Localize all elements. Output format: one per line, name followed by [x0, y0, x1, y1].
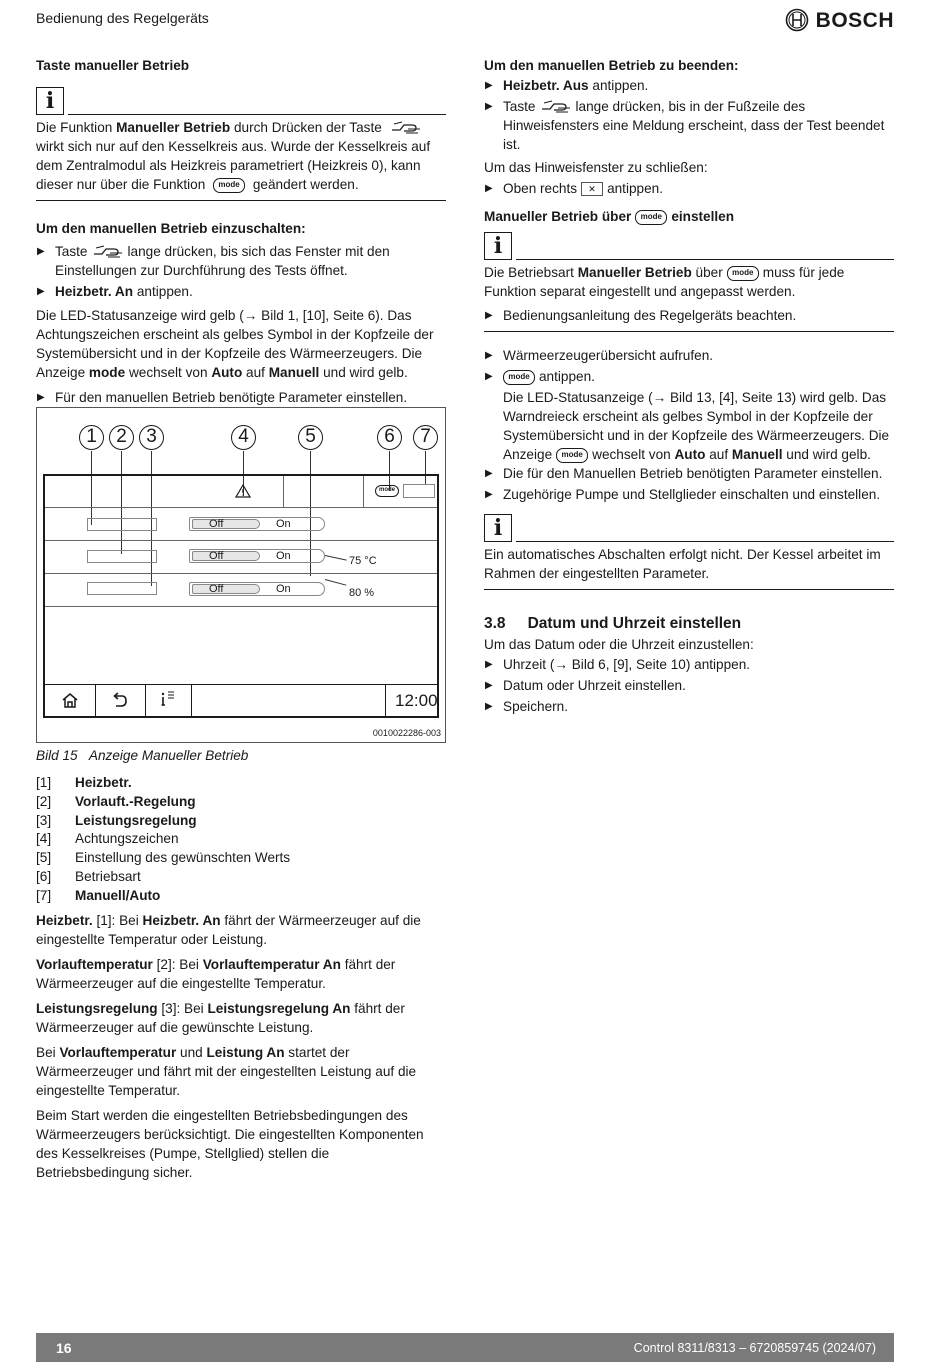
- date-step-1: ▶ Uhrzeit (→ Bild 6, [9], Seite 10) antippen.: [484, 655, 894, 674]
- mode-indicator[interactable]: mode: [375, 485, 399, 497]
- callout-4: 4: [231, 425, 256, 450]
- mode-key-icon: mode: [727, 266, 759, 281]
- figure-manual-mode-display: [36, 407, 446, 743]
- manual-key-icon: [540, 100, 572, 114]
- callout-7: 7: [413, 425, 438, 450]
- desc-start: Beim Start werden die eingestellten Betriebsbedingungen des Wärmeerzeugers berücksichtigt. Die eingestellten Komponenten des Kesselkreises (Pumpe, Stellglied) stellen die Betriebsbedingung sicher.: [36, 1107, 424, 1180]
- info-1-text: Die Funktion Manueller Betrieb durch Drücken der Taste wirkt sich nur auf den Kesselkreis aus. Wurde der Kesselkreis auf dem Zentralmodul als Heizkreis parametriert (Heizkreis 0), kann dieser nur über die Funktion mode geändert werden.: [36, 120, 431, 192]
- on-step-2: ▶ Heizbetr. An antippen.: [36, 282, 446, 301]
- legend-item-4: [4] Achtungszeichen: [36, 831, 179, 847]
- mode-key-icon: mode: [213, 178, 245, 193]
- brand-wordmark: BOSCH: [815, 8, 894, 32]
- off-step-1: ▶ Heizbetr. Aus antippen.: [484, 76, 894, 95]
- right-column: [484, 56, 894, 718]
- off-title: Um den manuellen Betrieb zu beenden:: [484, 58, 739, 73]
- running-header: Bedienung des Regelgeräts: [36, 10, 209, 26]
- warning-triangle-icon: [235, 484, 251, 498]
- info-3-text: Ein automatisches Abschalten erfolgt nicht. Der Kessel arbeitet im Rahmen der eingestellten Parameter.: [484, 547, 881, 581]
- callout-6: 6: [377, 425, 402, 450]
- home-icon[interactable]: [61, 692, 79, 708]
- led-paragraph: Die LED-Statusanzeige wird gelb (→ Bild 1, [10], Seite 6). Das Achtungszeichen erscheint als gelbes Symbol in der Kopfzeile der Systemübersicht und in der Kopfzeile des Wärmeerzeugers. Die Anzeige mode wechselt von Auto auf Manuell und wird gelb.: [36, 308, 434, 380]
- param-step: ▶ Für den manuellen Betrieb benötigte Parameter einstellen.: [36, 388, 446, 407]
- manual-key-icon: [92, 245, 124, 259]
- document-id: Control 8311/8313 – 6720859745 (2024/07): [633, 1341, 876, 1355]
- info-box-2: [484, 230, 894, 332]
- controller-screen: [43, 474, 439, 718]
- mode-title: Manueller Betrieb über mode einstellen: [484, 209, 735, 224]
- desc-vorlauf: Vorlauftemperatur [2]: Bei Vorlauftemperatur An fährt der Wärmeerzeuger auf die eingestellte Temperatur.: [36, 956, 396, 991]
- info-2-text: Die Betriebsart Manueller Betrieb über mode muss für jede Funktion separat eingestellt und angepasst werden.: [484, 265, 845, 299]
- mode-key-icon: mode: [503, 370, 535, 385]
- date-paragraph: Um das Datum oder die Uhrzeit einzustellen:: [484, 637, 754, 652]
- clock-display[interactable]: 12:00: [395, 691, 438, 710]
- power-control-label-field: [87, 582, 157, 595]
- legend-item-2: [2] Vorlauft.-Regelung: [36, 793, 196, 809]
- off-step-2: ▶ Taste lange drücken, bis in der Fußzeile des Hinweisfensters eine Meldung erscheint, dass der Test beendet ist.: [484, 97, 894, 154]
- manual-auto-field[interactable]: [403, 484, 435, 498]
- info-icon: i: [36, 87, 64, 115]
- steps-2: ▶ mode antippen.: [484, 367, 894, 386]
- callout-2: 2: [109, 425, 134, 450]
- callout-5: 5: [298, 425, 323, 450]
- legend-item-5: [5] Einstellung des gewünschten Werts: [36, 850, 291, 866]
- back-icon[interactable]: [111, 692, 129, 708]
- legend-item-1: [1] Heizbetr.: [36, 775, 132, 790]
- legend-item-6: [6] Betriebsart: [36, 868, 141, 884]
- info-2-bullet: ▶ Bedienungsanleitung des Regelgeräts beachten.: [484, 306, 894, 325]
- page-footer: [36, 1333, 894, 1362]
- close-step: ▶ Oben rechts ✕ antippen.: [484, 179, 894, 198]
- legend-item-7: [7] Manuell/Auto: [36, 887, 161, 903]
- callout-3: 3: [139, 425, 164, 450]
- brand-logo: [785, 7, 894, 33]
- flow-temp-label-field: [87, 550, 157, 563]
- steps-3: ▶ Die für den Manuellen Betrieb benötigten Parameter einstellen.: [484, 464, 894, 483]
- figure-caption: Bild 15 Anzeige Manueller Betrieb: [36, 748, 249, 763]
- manual-key-icon: [390, 121, 422, 135]
- date-step-2: ▶ Datum oder Uhrzeit einstellen.: [484, 676, 894, 695]
- desc-leistung: Leistungsregelung [3]: Bei Leistungsregelung An fährt der Wärmeerzeuger auf die gewünschte Leistung.: [36, 1000, 405, 1035]
- callout-1: 1: [79, 425, 104, 450]
- mode-key-icon: mode: [556, 448, 588, 463]
- heating-operation-toggle[interactable]: Off On: [189, 517, 325, 531]
- flow-temp-value: 75 °C: [349, 555, 377, 567]
- figure-legend: [36, 773, 446, 1188]
- info-box-3: [484, 512, 894, 590]
- on-step-1: ▶ Taste lange drücken, bis sich das Fenster mit den Einstellungen zur Durchführung des Tests öffnet.: [36, 242, 446, 280]
- figure-code: 0010022286-003: [372, 728, 441, 738]
- left-column: [36, 56, 446, 409]
- info-menu-icon[interactable]: [159, 690, 177, 708]
- section-title-manual-key: Taste manueller Betrieb: [36, 58, 190, 73]
- steps-1: ▶ Wärmeerzeugerübersicht aufrufen.: [484, 346, 894, 365]
- close-paragraph: Um das Hinweisfenster zu schließen:: [484, 160, 708, 175]
- steps-paragraph: Die LED-Statusanzeige (→ Bild 13, [4], Seite 13) wird gelb. Das Warndreieck erscheint als gelbes Symbol in der Kopfzeile der Systemübersicht und in der Kopfzeile des Wärmeerzeugers. Die Anzeige mode wechselt von Auto auf Manuell und wird gelb.: [503, 390, 890, 462]
- desc-heizbetr: Heizbetr. [1]: Bei Heizbetr. An fährt der Wärmeerzeuger auf die eingestellte Temperatur oder Leistung.: [36, 912, 421, 947]
- section-3-8-heading: 3.8 Datum und Uhrzeit einstellen: [484, 615, 742, 632]
- bosch-armature-icon: [785, 8, 809, 32]
- date-step-3: ▶ Speichern.: [484, 697, 894, 716]
- steps-4: ▶ Zugehörige Pumpe und Stellglieder einschalten und einstellen.: [484, 485, 894, 504]
- desc-combined: Bei Vorlauftemperatur und Leistung An startet der Wärmeerzeuger und fährt mit der eingestellten Leistung auf die eingestellte Temperatur.: [36, 1044, 417, 1098]
- close-icon: ✕: [581, 182, 603, 196]
- info-icon: i: [484, 514, 512, 542]
- flow-temp-toggle[interactable]: Off On: [189, 549, 325, 563]
- on-title: Um den manuellen Betrieb einzuschalten:: [36, 221, 306, 236]
- heating-operation-label-field: [87, 518, 157, 531]
- page-number: 16: [56, 1340, 72, 1356]
- mode-key-icon: mode: [635, 210, 667, 225]
- power-control-toggle[interactable]: Off On: [189, 582, 325, 596]
- info-box-1: [36, 85, 446, 201]
- power-value: 80 %: [349, 587, 375, 599]
- info-icon: i: [484, 232, 512, 260]
- legend-item-3: [3] Leistungsregelung: [36, 812, 197, 828]
